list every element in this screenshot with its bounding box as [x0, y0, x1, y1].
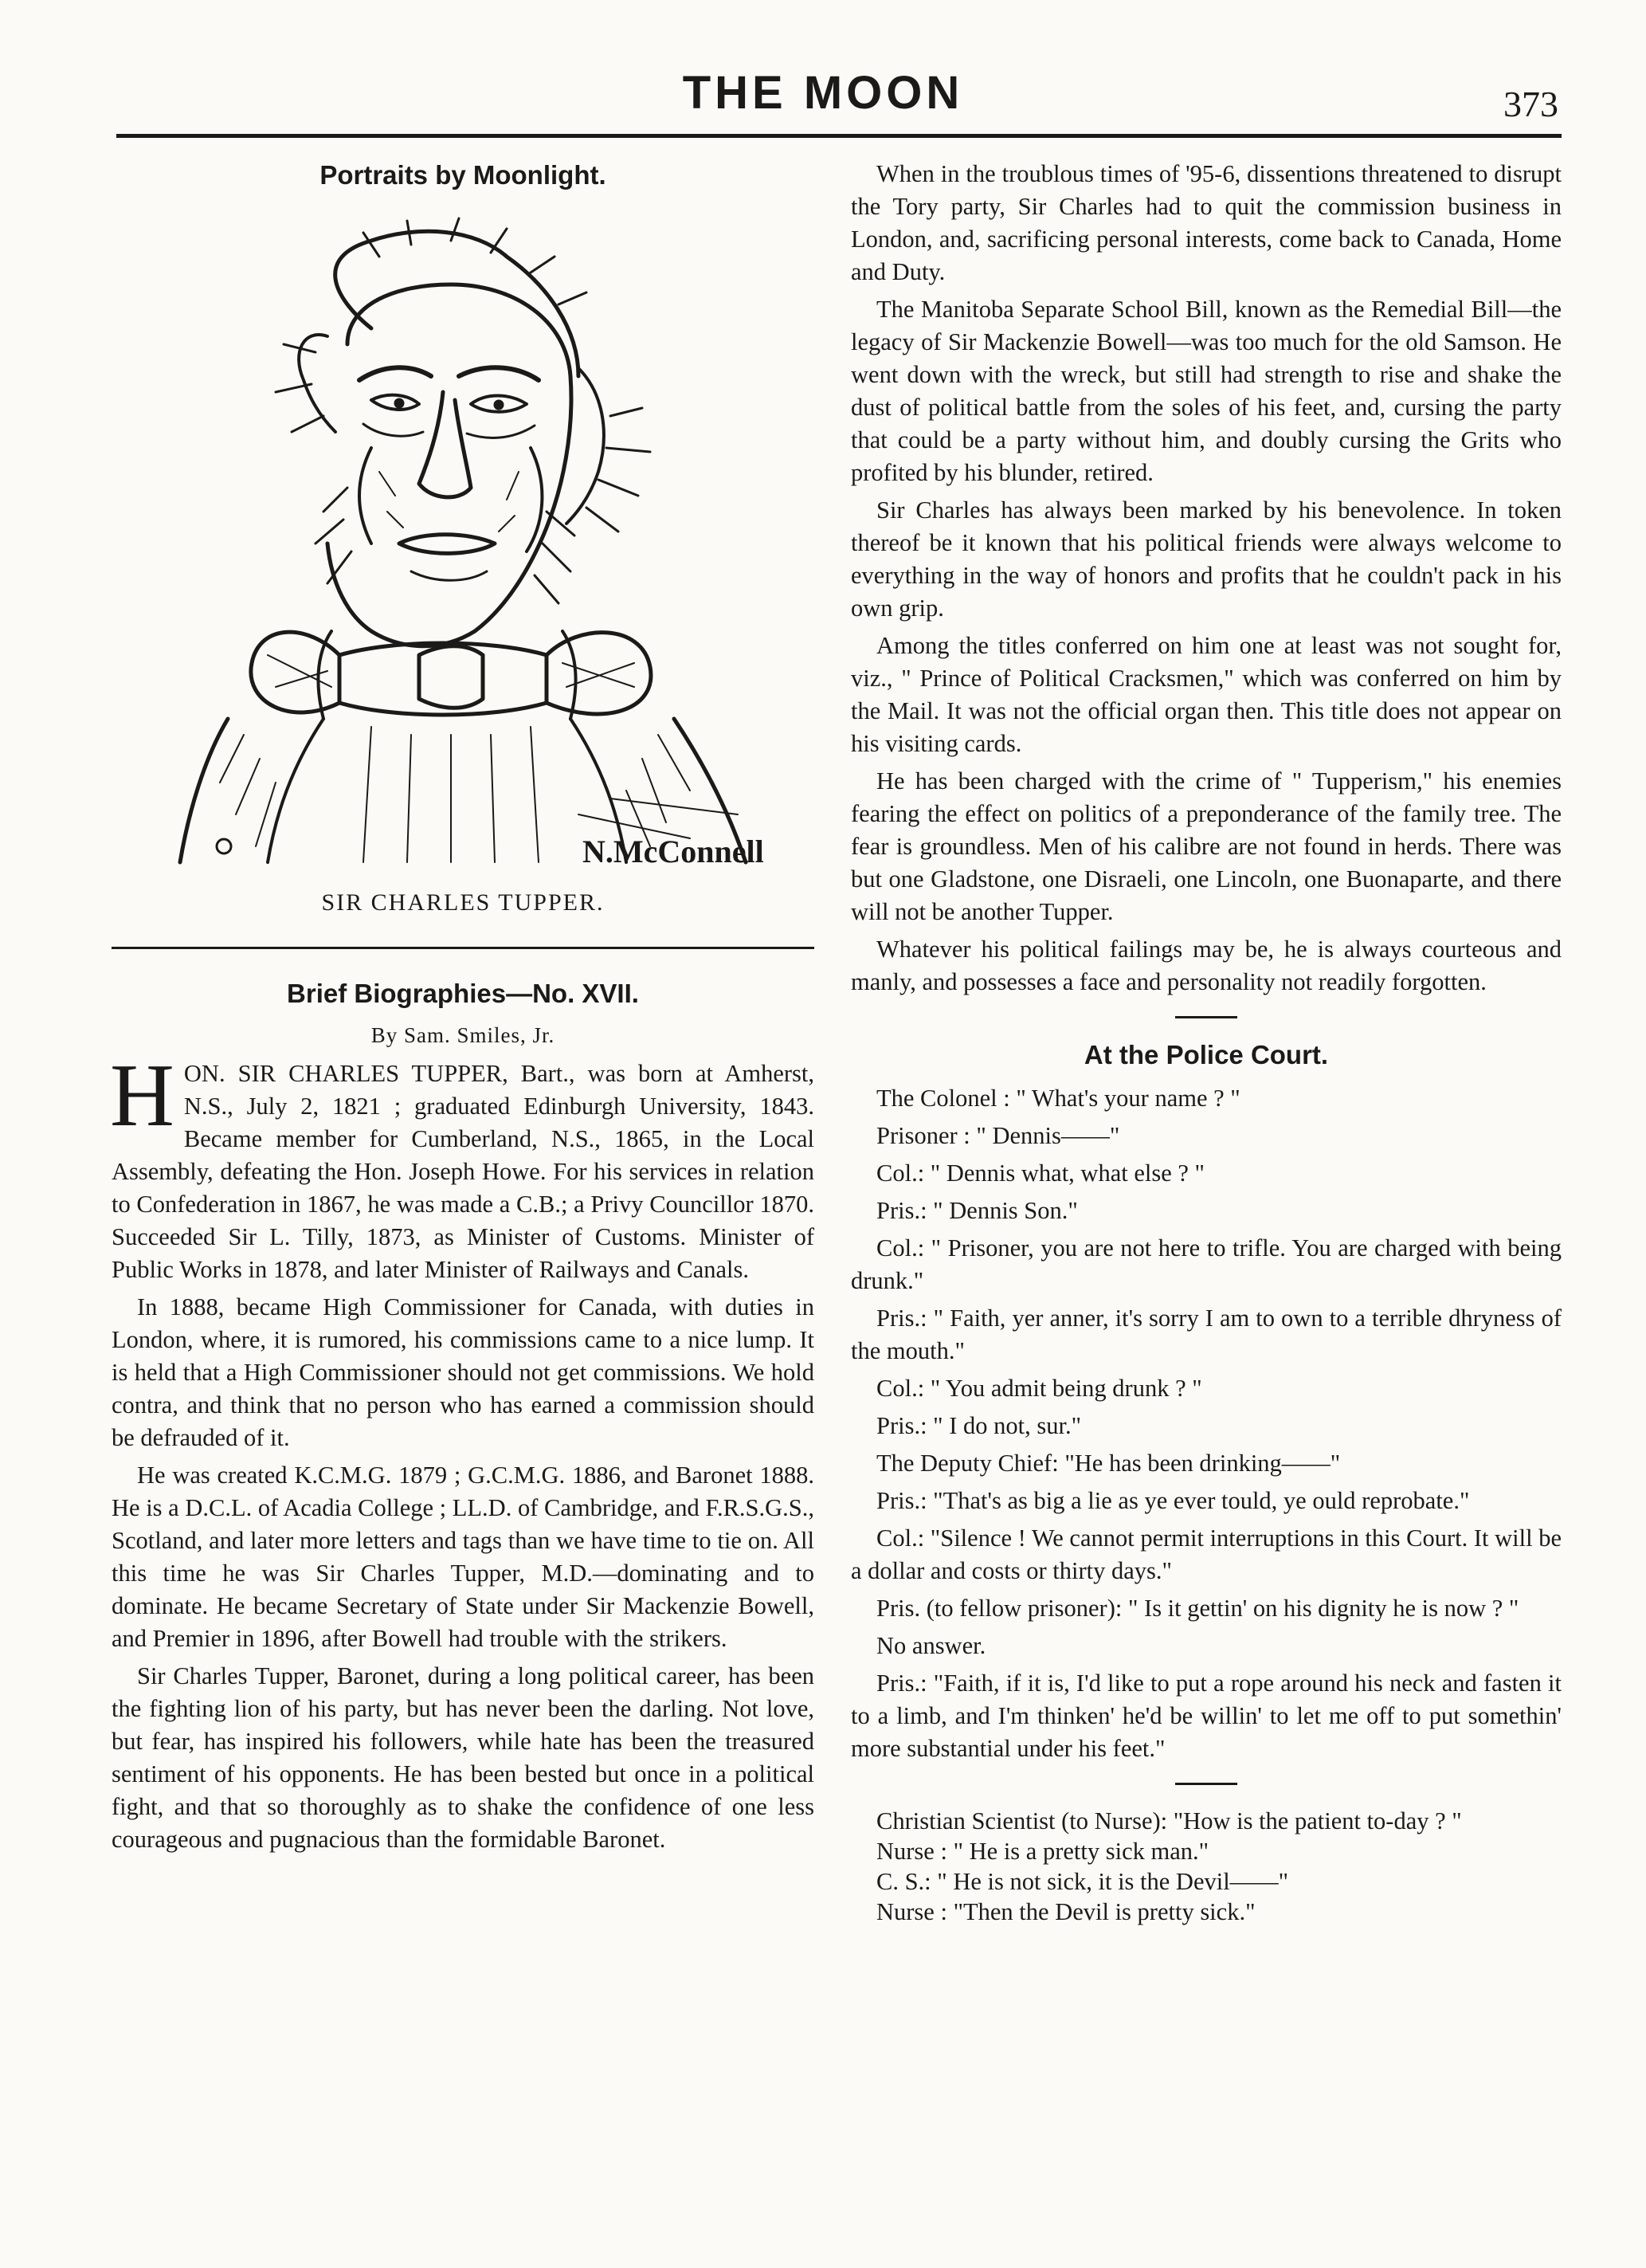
dialogue-line: Pris. (to fellow prisoner): " Is it gettin' on his dignity he is now ? ": [876, 1594, 1519, 1622]
separator-rule: [1175, 1783, 1237, 1785]
separator-rule: [1175, 1016, 1237, 1018]
dialogue-line: Pris.: " Dennis Son.": [876, 1196, 1078, 1224]
bio-paragraph-6: The Manitoba Separate School Bill, known as the Remedial Bill—the legacy of Sir Mackenzie Bowell—was too much for the old Samson. He went down with the wreck, but still had strength to rise and shake the dust of political battle from the soles of his feet, and, cursing the party that could be a party without him, and doubly cursing the Grits who profited by his blunder, retired.: [851, 296, 1562, 486]
portrait-illustration: [132, 209, 794, 878]
portraits-heading: Portraits by Moonlight.: [319, 160, 606, 190]
bio-paragraph-5: When in the troublous times of '95-6, dissentions threatened to disrupt the Tory party, Sir Charles had to quit the commission business in London, and, sacrificing personal interests, come back to Canada, Home and Duty.: [851, 160, 1562, 285]
dialogue-line: The Colonel : " What's your name ? ": [876, 1084, 1240, 1112]
dialogue-line: The Deputy Chief: "He has been drinking——": [876, 1449, 1341, 1477]
left-column: [112, 159, 814, 1861]
bio-paragraph-3: He was created K.C.M.G. 1879 ; G.C.M.G. 1886, and Baronet 1888. He is a D.C.L. of Acadia College ; LL.D. of Cambridge, and F.R.S.G.S., Scotland, and later more letters and tags than we have time to tie on. All this time he was Sir Charles Tupper, M.D.—dominating and to dominate. He became Secretary of State under Sir Mackenzie Bowell, and Premier in 1896, after Bowell had trouble with the strikers.: [112, 1462, 814, 1653]
portrait-caption: SIR CHARLES TUPPER.: [321, 889, 605, 916]
right-column: [851, 158, 1562, 1927]
page-number: 373: [1503, 84, 1558, 124]
dialogue-line: Pris.: "Faith, if it is, I'd like to put a rope around his neck and fasten it to a limb, and I'm thinken' he'd be willin' to let me off to put somethin' more substantial under his feet.": [851, 1669, 1562, 1762]
masthead-rule: [116, 134, 1562, 138]
drop-cap: H: [110, 1046, 174, 1146]
masthead: [0, 0, 1646, 124]
anecdote-line: Nurse : "Then the Devil is pretty sick.": [876, 1897, 1256, 1925]
bio-paragraph-10: Whatever his political failings may be, he is always courteous and manly, and possesses a face and personality not readily forgotten.: [851, 936, 1562, 995]
christian-scientist-anecdote: [851, 1806, 1562, 1927]
tupper-caricature: [132, 209, 794, 878]
bio-paragraph-9: He has been charged with the crime of " Tupperism," his enemies fearing the effect on politics of a preponderance of the family tree. The fear is groundless. Men of his calibre are not found in herds. There was but one Gladstone, one Disraeli, one Lincoln, one Buonaparte, and there will not be another Tupper.: [851, 767, 1562, 925]
bio-paragraph-8: Among the titles conferred on him one at least was not sought for, viz., " Prince of Political Cracksmen," which was conferred on him by the Mail. It was not the official organ then. This title does not appear on his visiting cards.: [851, 632, 1562, 757]
anecdote-line: Nurse : " He is a pretty sick man.": [876, 1837, 1209, 1865]
police-court-dialogue: [851, 1082, 1562, 1765]
police-court-heading: At the Police Court.: [1084, 1040, 1329, 1069]
bio-paragraph-7: Sir Charles has always been marked by his benevolence. In token thereof be it known that his political friends were always welcome to everything in the way of honors and profits that he couldn't pack in his own grip.: [851, 496, 1562, 622]
dialogue-line: Prisoner : " Dennis——": [876, 1121, 1120, 1149]
dialogue-line: Col.: " Dennis what, what else ? ": [876, 1159, 1205, 1187]
dialogue-line: Col.: "Silence ! We cannot permit interruptions in this Court. It will be a dollar and costs or thirty days.": [851, 1524, 1562, 1584]
dialogue-line: Col.: " You admit being drunk ? ": [876, 1374, 1202, 1402]
biographies-heading: Brief Biographies—No. XVII.: [287, 978, 639, 1008]
section-rule: [112, 947, 814, 949]
bio-paragraph-4: Sir Charles Tupper, Baronet, during a long political career, has been the fighting lion of his party, but has never been the darling. Not love, but fear, has inspired his followers, while hate has been the treasured sentiment of his opponents. He has been bested but once in a political fight, and that so thoroughly as to shake the confidence of one less courageous and pugnacious than the formidable Baronet.: [112, 1662, 814, 1854]
dialogue-line: Pris.: "That's as big a lie as ye ever tould, ye ould reprobate.": [876, 1486, 1470, 1514]
anecdote-line: C. S.: " He is not sick, it is the Devil——": [876, 1867, 1289, 1895]
bio-paragraph-1-text: ON. SIR CHARLES TUPPER, Bart., was born at Amherst, N.S., July 2, 1821 ; graduated Edinburgh University, 1843. Became member for Cumberland, N.S., 1865, in the Local Assembly, defeating the Hon. Joseph Howe. For his services in relation to Confederation in 1867, he was made a C.B.; a Privy Councillor 1870. Succeeded Sir L. Tilly, 1873, as Minister of Customs. Minister of Public Works in 1878, and later Minister of Railways and Canals.: [112, 1060, 814, 1284]
dialogue-line: Pris.: " I do not, sur.": [876, 1411, 1082, 1439]
byline: By Sam. Smiles, Jr.: [370, 1023, 555, 1048]
artist-signature: N.McConnell: [582, 833, 764, 869]
bio-paragraph-1: [110, 1046, 814, 1286]
dialogue-line: No answer.: [876, 1631, 986, 1659]
dialogue-line: Col.: " Prisoner, you are not here to trifle. You are charged with being drunk.": [851, 1234, 1562, 1294]
anecdote-line: Christian Scientist (to Nurse): "How is the patient to-day ? ": [876, 1807, 1462, 1834]
dialogue-line: Pris.: " Faith, yer anner, it's sorry I am to own to a terrible dhryness of the mouth.": [851, 1304, 1562, 1364]
publication-title: THE MOON: [682, 67, 964, 119]
bio-paragraph-2: In 1888, became High Commissioner for Canada, with duties in London, where, it is rumored, his commissions came to a nice lump. It is held that a High Commissioner should not get commissions. We hold contra, and think that no person who has earned a commission should be defrauded of it.: [112, 1293, 814, 1452]
